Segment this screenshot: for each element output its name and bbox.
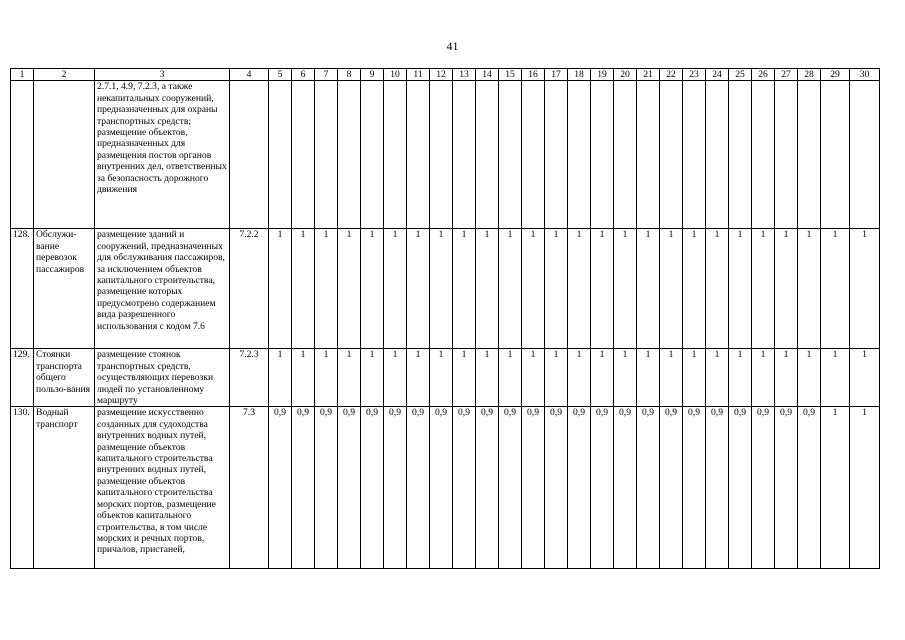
column-number-cell: 18 xyxy=(568,69,591,81)
column-number-cell: 23 xyxy=(683,69,706,81)
coefficient-cell: 0,9 xyxy=(545,407,568,569)
coefficient-cell: 1 xyxy=(430,229,453,349)
row-number-cell xyxy=(11,81,34,229)
coefficient-cell: 0,9 xyxy=(752,407,775,569)
coefficient-cell: 0,9 xyxy=(476,407,499,569)
land-use-description-cell: размещение зданий и сооружений, предназначенных для обслуживания пассажиров, за исключением объектов капитального строительства, размещение которых предусмотрено содержанием вида разрешенного использования с кодом 7.6 xyxy=(95,229,230,349)
coefficient-cell: 1 xyxy=(706,229,729,349)
coefficient-cell xyxy=(384,81,407,229)
coefficient-cell: 1 xyxy=(752,349,775,407)
column-number-cell: 19 xyxy=(591,69,614,81)
coefficient-cell: 1 xyxy=(545,229,568,349)
coefficient-cell: 0,9 xyxy=(683,407,706,569)
coefficient-cell xyxy=(545,81,568,229)
coefficient-cell: 1 xyxy=(522,229,545,349)
column-number-cell: 4 xyxy=(230,69,269,81)
coefficient-cell: 1 xyxy=(407,349,430,407)
coefficient-cell: 1 xyxy=(850,229,880,349)
coefficient-cell: 1 xyxy=(752,229,775,349)
coefficient-cell xyxy=(407,81,430,229)
coefficient-cell: 1 xyxy=(706,349,729,407)
coefficient-cell: 0,9 xyxy=(614,407,637,569)
column-number-cell: 25 xyxy=(729,69,752,81)
coefficient-cell: 1 xyxy=(591,229,614,349)
coefficient-cell: 1 xyxy=(798,229,821,349)
column-number-row xyxy=(11,69,880,81)
coefficient-cell: 1 xyxy=(614,229,637,349)
page-number: 41 xyxy=(446,39,459,53)
land-use-description-cell: размещение стоянок транспортных средств, осуществляющих перевозки людей по установленному маршруту xyxy=(95,349,230,407)
coefficient-cell: 0,9 xyxy=(775,407,798,569)
column-number-cell: 15 xyxy=(499,69,522,81)
coefficient-cell: 1 xyxy=(729,229,752,349)
coefficient-cell xyxy=(775,81,798,229)
column-number-cell: 3 xyxy=(95,69,230,81)
land-use-code-cell: 7.3 xyxy=(230,407,269,569)
coefficient-cell: 1 xyxy=(775,229,798,349)
coefficient-cell: 1 xyxy=(683,229,706,349)
column-number-cell: 6 xyxy=(292,69,315,81)
coefficient-cell xyxy=(269,81,292,229)
coefficient-cell: 1 xyxy=(850,349,880,407)
coefficient-cell: 1 xyxy=(660,229,683,349)
land-use-code-cell: 7.2.3 xyxy=(230,349,269,407)
coefficient-cell: 1 xyxy=(315,229,338,349)
column-number-cell: 28 xyxy=(798,69,821,81)
row-number-cell: 129. xyxy=(11,349,34,407)
coefficient-cell: 1 xyxy=(798,349,821,407)
coefficient-cell xyxy=(591,81,614,229)
column-number-cell: 20 xyxy=(614,69,637,81)
coefficient-cell: 1 xyxy=(591,349,614,407)
coefficient-cell: 1 xyxy=(292,349,315,407)
coefficient-cell: 0,9 xyxy=(568,407,591,569)
land-use-code-cell xyxy=(230,81,269,229)
coefficient-cell: 0,9 xyxy=(522,407,545,569)
coefficient-cell: 0,9 xyxy=(591,407,614,569)
coefficient-cell: 1 xyxy=(775,349,798,407)
coefficient-cell xyxy=(522,81,545,229)
coefficient-cell: 1 xyxy=(292,229,315,349)
coefficient-cell xyxy=(499,81,522,229)
coefficient-cell: 0,9 xyxy=(798,407,821,569)
column-number-cell: 7 xyxy=(315,69,338,81)
land-use-name-cell: Стоянки транспорта общего пользо-вания xyxy=(34,349,95,407)
land-use-name-cell xyxy=(34,81,95,229)
coefficient-cell xyxy=(292,81,315,229)
coefficient-cell: 1 xyxy=(407,229,430,349)
land-use-description-cell: размещение искусственно созданных для судоходства внутренних водных путей, размещение объектов капитального строительства внутренних водных путей, размещение объектов капитального строительства морских портов, размещение объектов капитального строительства, в том числе морских и речных портов, причалов, пристаней, xyxy=(95,407,230,569)
coefficient-cell: 1 xyxy=(430,349,453,407)
coefficient-cell: 1 xyxy=(476,229,499,349)
coefficient-cell: 0,9 xyxy=(269,407,292,569)
coefficient-cell: 0,9 xyxy=(338,407,361,569)
coefficient-cell xyxy=(683,81,706,229)
regulation-table xyxy=(10,68,880,569)
column-number-cell: 16 xyxy=(522,69,545,81)
column-number-cell: 12 xyxy=(430,69,453,81)
land-use-code-cell: 7.2.2 xyxy=(230,229,269,349)
coefficient-cell xyxy=(430,81,453,229)
column-number-cell: 27 xyxy=(775,69,798,81)
coefficient-cell: 1 xyxy=(338,349,361,407)
coefficient-cell xyxy=(476,81,499,229)
coefficient-cell: 1 xyxy=(821,349,850,407)
coefficient-cell: 1 xyxy=(850,407,880,569)
coefficient-cell xyxy=(706,81,729,229)
coefficient-cell: 1 xyxy=(499,229,522,349)
table-row xyxy=(11,81,880,229)
coefficient-cell xyxy=(752,81,775,229)
land-use-name-cell: Обслужи-вание перевозок пассажиров xyxy=(34,229,95,349)
coefficient-cell xyxy=(660,81,683,229)
coefficient-cell: 1 xyxy=(384,229,407,349)
coefficient-cell xyxy=(821,81,850,229)
coefficient-cell: 1 xyxy=(338,229,361,349)
column-number-cell: 5 xyxy=(269,69,292,81)
coefficient-cell xyxy=(453,81,476,229)
coefficient-cell: 0,9 xyxy=(384,407,407,569)
coefficient-cell: 1 xyxy=(660,349,683,407)
coefficient-cell: 1 xyxy=(315,349,338,407)
column-number-cell: 14 xyxy=(476,69,499,81)
row-number-cell: 128. xyxy=(11,229,34,349)
coefficient-cell: 1 xyxy=(384,349,407,407)
column-number-cell: 21 xyxy=(637,69,660,81)
coefficient-cell: 1 xyxy=(821,229,850,349)
coefficient-cell xyxy=(614,81,637,229)
land-use-description-cell: 2.7.1, 4.9, 7.2.3, а также некапитальных сооружений, предназначенных для охраны транспортных средств; размещение объектов, предназначенных для размещения постов органов внутренних дел, ответственных за безопасность дорожного движения xyxy=(95,81,230,229)
coefficient-cell: 0,9 xyxy=(637,407,660,569)
column-number-cell: 11 xyxy=(407,69,430,81)
coefficient-cell: 0,9 xyxy=(430,407,453,569)
column-number-cell: 30 xyxy=(850,69,880,81)
coefficient-cell xyxy=(568,81,591,229)
coefficient-cell: 0,9 xyxy=(315,407,338,569)
coefficient-cell xyxy=(637,81,660,229)
table-row xyxy=(11,349,880,407)
coefficient-cell: 1 xyxy=(522,349,545,407)
coefficient-cell: 0,9 xyxy=(407,407,430,569)
coefficient-cell: 1 xyxy=(637,349,660,407)
coefficient-cell: 1 xyxy=(453,229,476,349)
column-number-cell: 17 xyxy=(545,69,568,81)
coefficient-cell xyxy=(729,81,752,229)
coefficient-cell: 0,9 xyxy=(292,407,315,569)
coefficient-cell: 1 xyxy=(821,407,850,569)
column-number-cell: 22 xyxy=(660,69,683,81)
table-row xyxy=(11,229,880,349)
land-use-name-cell: Водный транспорт xyxy=(34,407,95,569)
coefficient-cell: 1 xyxy=(453,349,476,407)
column-number-cell: 29 xyxy=(821,69,850,81)
column-number-cell: 1 xyxy=(11,69,34,81)
coefficient-cell: 0,9 xyxy=(453,407,476,569)
coefficient-cell xyxy=(361,81,384,229)
coefficient-cell: 0,9 xyxy=(660,407,683,569)
coefficient-cell: 1 xyxy=(729,349,752,407)
coefficient-cell: 1 xyxy=(545,349,568,407)
coefficient-cell: 1 xyxy=(499,349,522,407)
coefficient-cell: 1 xyxy=(361,229,384,349)
coefficient-cell: 1 xyxy=(637,229,660,349)
coefficient-cell: 1 xyxy=(269,229,292,349)
coefficient-cell: 1 xyxy=(361,349,384,407)
coefficient-cell: 0,9 xyxy=(361,407,384,569)
column-number-cell: 2 xyxy=(34,69,95,81)
coefficient-cell: 1 xyxy=(568,349,591,407)
coefficient-cell: 1 xyxy=(614,349,637,407)
column-number-cell: 13 xyxy=(453,69,476,81)
coefficient-cell xyxy=(338,81,361,229)
coefficient-cell: 1 xyxy=(269,349,292,407)
column-number-cell: 26 xyxy=(752,69,775,81)
column-number-cell: 9 xyxy=(361,69,384,81)
column-number-cell: 24 xyxy=(706,69,729,81)
coefficient-cell xyxy=(315,81,338,229)
coefficient-cell: 1 xyxy=(568,229,591,349)
coefficient-cell: 0,9 xyxy=(729,407,752,569)
coefficient-cell xyxy=(798,81,821,229)
column-number-cell: 8 xyxy=(338,69,361,81)
table-row xyxy=(11,407,880,569)
coefficient-cell: 0,9 xyxy=(706,407,729,569)
row-number-cell: 130. xyxy=(11,407,34,569)
coefficient-cell xyxy=(850,81,880,229)
coefficient-cell: 1 xyxy=(476,349,499,407)
coefficient-cell: 0,9 xyxy=(499,407,522,569)
coefficient-cell: 1 xyxy=(683,349,706,407)
column-number-cell: 10 xyxy=(384,69,407,81)
